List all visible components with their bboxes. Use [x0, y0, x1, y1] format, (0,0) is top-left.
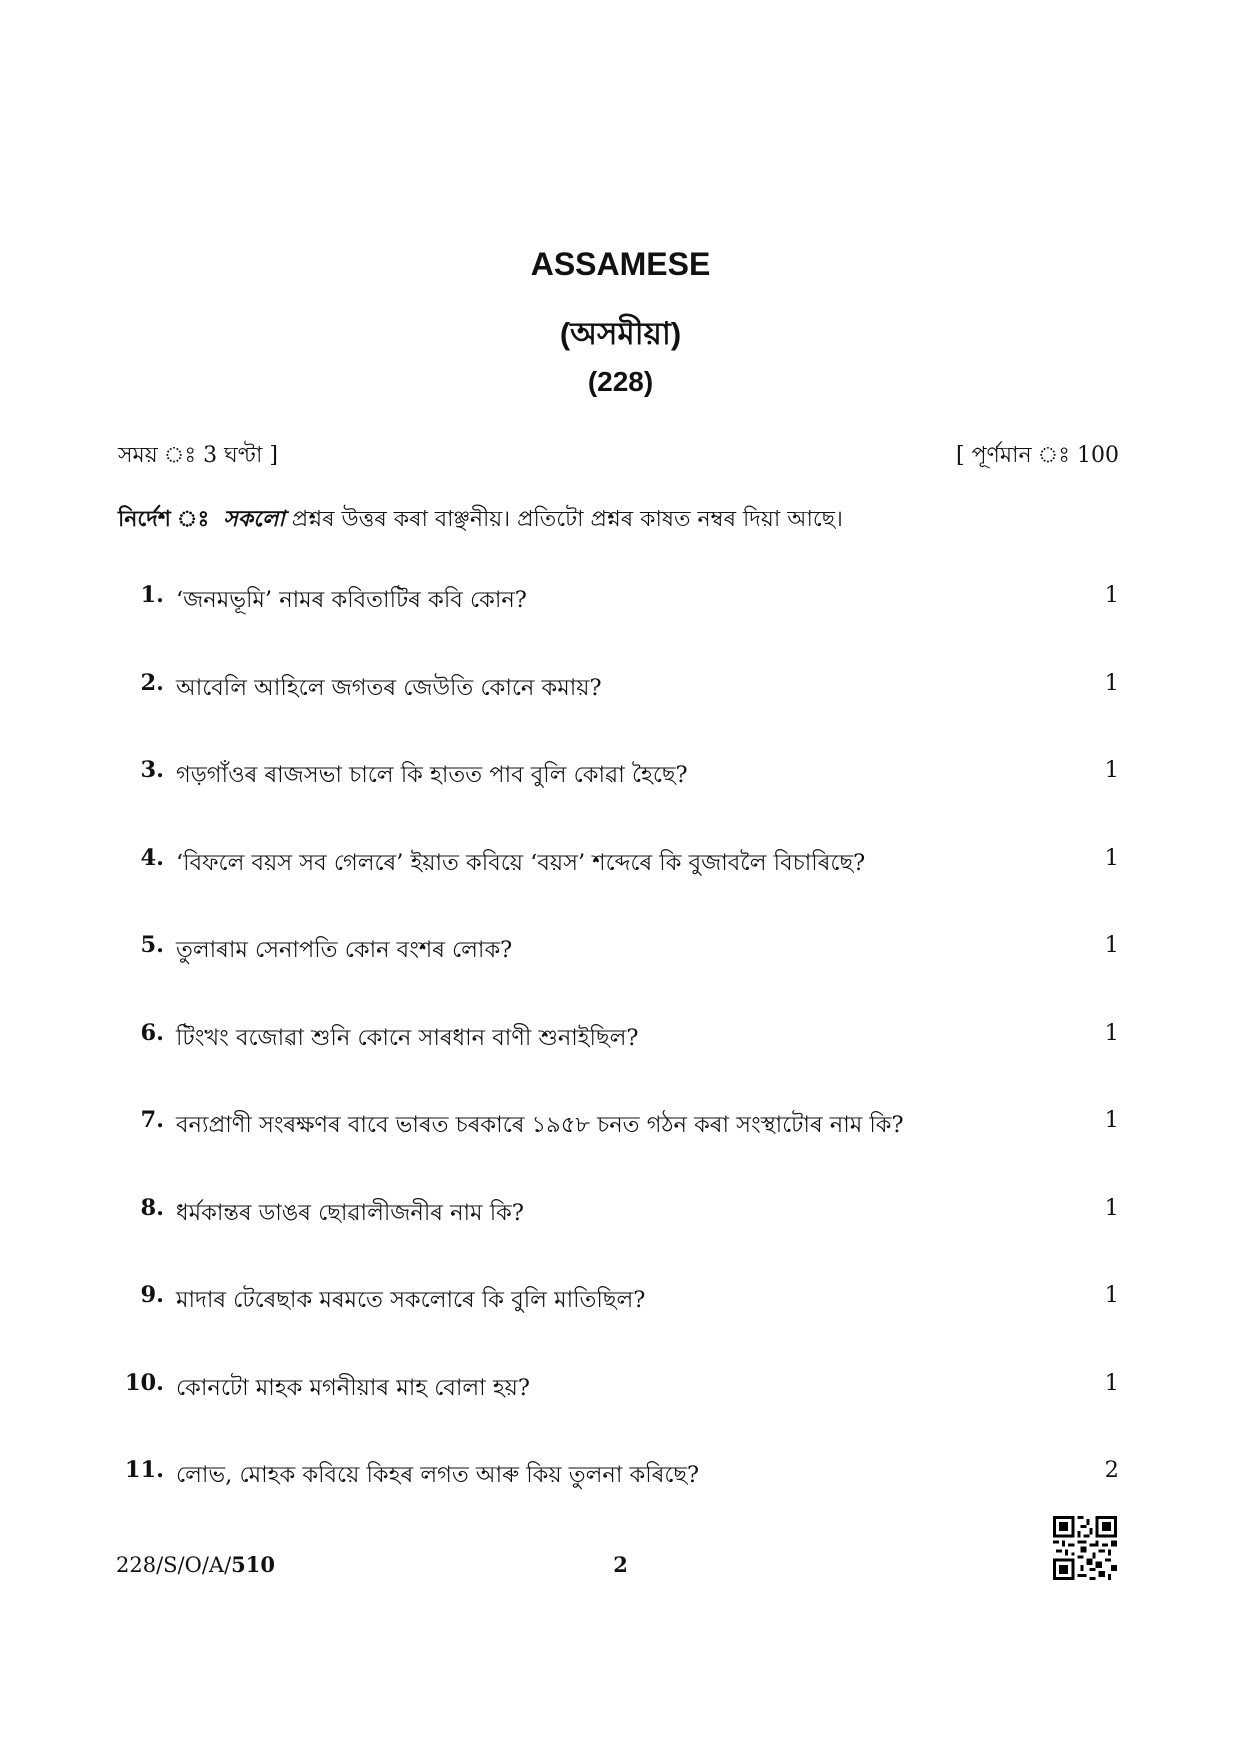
question-marks: 1	[1104, 1019, 1119, 1046]
question-item	[118, 670, 1119, 758]
page-number: 2	[613, 1552, 628, 1577]
question-text: কোনটো মাহক মগনীয়াৰ মাহ বোলা হয়?	[176, 1374, 530, 1401]
question-text: গড়গাঁওৰ ৰাজসভা চালে কি হাতত পাব বুলি কোৱা হৈছে?	[176, 762, 688, 788]
question-number: 8.	[140, 1194, 164, 1221]
question-text: টিংখং বজোৱা শুনি কোনে সাৰধান বাণী শুনাইছিল?	[176, 1024, 639, 1051]
question-item	[118, 845, 1119, 933]
instruction-label: নিৰ্দেশ ঃ	[118, 506, 210, 532]
question-number: 2.	[140, 669, 164, 696]
question-number: 7.	[140, 1107, 164, 1133]
question-number: 4.	[140, 844, 164, 871]
instruction-emphasis: সকলো	[223, 506, 285, 532]
question-item	[118, 582, 1119, 670]
question-number: 11.	[124, 1457, 164, 1483]
instruction-text: প্ৰশ্নৰ উত্তৰ কৰা বাঞ্ছনীয়। প্ৰতিটো প্ৰশ্নৰ কাষত নম্বৰ দিয়া আছে।	[284, 507, 843, 532]
question-item	[118, 1195, 1119, 1283]
question-item	[118, 932, 1119, 1020]
question-text: বন্যপ্ৰাণী সংৰক্ষণৰ বাবে ভাৰত চৰকাৰে ১৯৫৮ চনত গঠন কৰা সংস্থাটোৰ নাম কি?	[176, 1112, 904, 1138]
full-marks: [ পূৰ্ণমান ঃ 100	[956, 443, 1119, 468]
question-marks: 1	[1104, 757, 1119, 783]
question-item	[118, 1020, 1119, 1108]
question-number: 5.	[140, 932, 164, 958]
time-allowed: সময় ঃ 3 ঘণ্টা ]	[118, 443, 278, 468]
question-marks: 1	[1104, 1282, 1119, 1308]
question-item	[118, 1107, 1119, 1195]
question-text: লোভ, মোহক কবিয়ে কিহৰ লগত আৰু কিয় তুলনা কৰিছে?	[176, 1462, 700, 1488]
question-text: তুলাৰাম সেনাপতি কোন বংশৰ লোক?	[176, 937, 513, 963]
question-marks: 1	[1104, 1369, 1119, 1396]
instructions	[118, 502, 843, 539]
question-text: ‘বিফলে বয়স সব গেলৰে’ ইয়াত কবিয়ে ‘বয়স’ শব্দেৰে কি বুজাবলৈ বিচাৰিছে?	[176, 849, 866, 876]
question-marks: 1	[1104, 1107, 1119, 1133]
question-text: ধৰ্মকান্তৰ ডাঙৰ ছোৱালীজনীৰ নাম কি?	[176, 1199, 524, 1226]
subject-title-english: ASSAMESE	[530, 246, 711, 282]
question-number: 9.	[140, 1282, 164, 1308]
question-list	[118, 582, 1119, 1545]
question-marks: 1	[1104, 669, 1119, 696]
question-item	[118, 1457, 1119, 1545]
paper-code-suffix: 510	[231, 1552, 275, 1577]
subject-title-assamese: (অসমীয়া)	[559, 316, 682, 351]
question-text: আবেলি আহিলে জগতৰ জেউতি কোনে কমায়?	[176, 674, 602, 701]
question-marks: 1	[1104, 932, 1119, 958]
question-marks: 1	[1104, 582, 1119, 608]
question-item	[118, 1282, 1119, 1370]
question-marks: 1	[1104, 844, 1119, 871]
question-text: ‘জনমভূমি’ নামৰ কবিতাটিৰ কবি কোন?	[176, 587, 527, 613]
question-number: 10.	[124, 1369, 164, 1396]
question-marks: 2	[1104, 1457, 1119, 1483]
question-number: 1.	[140, 582, 164, 608]
question-number: 3.	[140, 757, 164, 783]
paper-code-prefix: 228/S/O/A/	[116, 1553, 232, 1577]
question-marks: 1	[1104, 1194, 1119, 1221]
question-number: 6.	[140, 1019, 164, 1046]
question-text: মাদাৰ টেৰেছাক মৰমতে সকলোৰে কি বুলি মাতিছিল?	[176, 1287, 646, 1313]
subject-code: (228)	[587, 366, 654, 397]
question-item	[118, 757, 1119, 845]
question-item	[118, 1370, 1119, 1458]
